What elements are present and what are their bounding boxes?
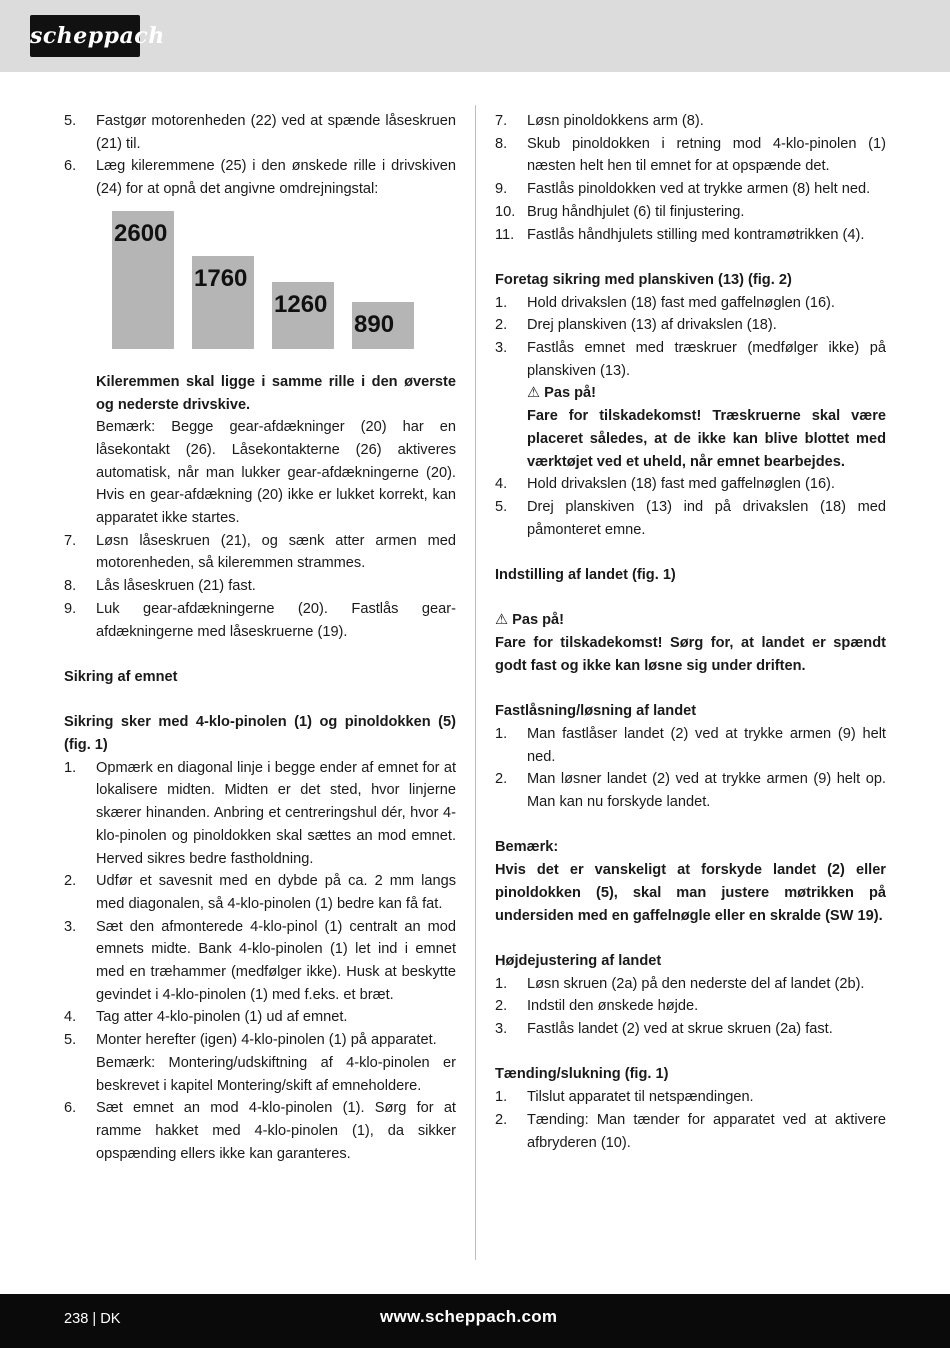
list-item-number: 10. <box>495 203 516 220</box>
chart-bar-label: 1260 <box>274 290 328 318</box>
list-item <box>64 1029 456 1052</box>
scheppach-logo: scheppach <box>30 15 140 57</box>
heading-sikring-pinol: Sikring sker med 4-klo-pinolen (1) og pinoldokken (5) (fig. 1) <box>64 714 456 754</box>
list-item <box>495 110 886 133</box>
list-item-text: Man løsner landet (2) ved at trykke armen (9) helt op. Man kan nu forskyde landet. <box>527 771 886 811</box>
list-item <box>495 473 886 496</box>
belt-note-text: Bemærk: Begge gear-afdækninger (20) har en låsekontakt (26). Låsekontakterne (26) aktiveres automatisk, når man lukker gear-afdækningerne (20). Hvis en gear-afdækning (20) ikke er lukket korrekt, kan apparatet ikke startes. <box>96 419 456 527</box>
item5-note: Bemærk: Montering/udskiftning af 4-klo-pinolen er beskrevet i kapitel Montering/skift af emneholdere. <box>96 1054 456 1094</box>
list-item-text: Sæt emnet an mod 4-klo-pinolen (1). Sørg for at ramme hakket med 4-klo-pinolen (1), da sikker opspænding ellers ikke kan garanteres. <box>96 1100 456 1162</box>
list-item-number: 5. <box>495 498 508 515</box>
list-item <box>495 496 886 541</box>
heading-tanding: Tænding/slukning (fig. 1) <box>495 1066 669 1083</box>
list-item-text: Opmærk en diagonal linje i begge ender af emnet for at lokalisere midten. Midten er det sted, hvor linjerne skærer hinanden. Anbring et centreringshul dér, hvor 4-klo-pinolen og pinoldokken skal sættes an mod emnet. Herved sikres bedre fastholdning. <box>96 759 456 867</box>
list-item-text: Brug håndhjulet (6) til finjustering. <box>527 203 745 220</box>
footer-bar <box>0 1294 950 1348</box>
warning-1-text: Fare for tilskadekomst! Træskruerne skal være placeret således, at de ikke kan blive blottet med værktøjet ved et uheld, når emnet bearbejdes. <box>527 408 886 470</box>
belt-note-bold: Kileremmen skal ligge i samme rille i den øverste og nederste drivskive. <box>96 373 456 413</box>
list-a <box>64 110 456 201</box>
list-item-number: 2. <box>495 771 508 788</box>
list-item-number: 5. <box>64 1032 77 1049</box>
list-item-text: Lås låseskruen (21) fast. <box>96 578 256 595</box>
list-item-number: 11. <box>495 226 515 243</box>
list-item-number: 6. <box>64 158 77 175</box>
list-item <box>495 973 886 996</box>
list-item-number: 6. <box>64 1100 77 1117</box>
header-bar <box>0 0 950 72</box>
warning-icon: ⚠ <box>527 385 541 402</box>
list-rc <box>495 473 886 541</box>
list-item <box>495 224 886 247</box>
list-ra <box>495 110 886 246</box>
list-rf <box>495 1086 886 1154</box>
list-item-number: 1. <box>495 975 508 992</box>
heading-sikring-emnet: Sikring af emnet <box>64 668 178 685</box>
list-item-text: Fastlås landet (2) ved at skrue skruen (2a) fast. <box>527 1021 833 1038</box>
list-item <box>64 598 456 643</box>
list-item-text: Man fastlåser landet (2) ved at trykke armen (9) helt ned. <box>527 725 886 765</box>
list-item-number: 9. <box>495 181 508 198</box>
list-b <box>64 530 456 644</box>
heading-fastlasning: Fastlåsning/løsning af landet <box>495 703 697 720</box>
list-item-text: Hold drivakslen (18) fast med gaffelnøglen (16). <box>527 476 835 493</box>
note-title: Bemærk: <box>495 839 559 856</box>
right-column <box>495 110 886 1154</box>
list-item-number: 9. <box>64 600 77 617</box>
list-item <box>495 314 886 337</box>
list-item-number: 8. <box>495 135 508 152</box>
list-rd <box>495 723 886 814</box>
website-url[interactable]: www.scheppach.com <box>380 1307 558 1326</box>
list-item-text: Løsn skruen (2a) på den nederste del af landet (2b). <box>527 975 865 992</box>
list-item-text: Fastlås håndhjulets stilling med kontramøtrikken (4). <box>527 226 865 243</box>
list-item-number: 1. <box>495 294 508 311</box>
rpm-chart <box>64 201 456 371</box>
list-item-text: Tænding: Man tænder for apparatet ved at aktivere afbryderen (10). <box>527 1111 886 1151</box>
list-item-text: Hold drivakslen (18) fast med gaffelnøglen (16). <box>527 294 835 311</box>
list-item <box>64 155 456 200</box>
list-item-text: Fastgør motorenheden (22) ved at spænde låseskruen (21) til. <box>96 113 456 152</box>
list-item-text: Sæt den afmonterede 4-klo-pinol (1) centralt an mod emnets midte. Bank 4-klo-pinolen (1) let ind i emnet med en træhammer (medfølger ikke). Husk at beskytte gevindet i 4-klo-pinolen (1) med f.eks. et bræt. <box>96 918 456 1003</box>
list-item <box>495 133 886 178</box>
list-c <box>64 757 456 1052</box>
list-item-number: 3. <box>495 340 508 357</box>
list-item-text: Drej planskiven (13) af drivakslen (18). <box>527 317 777 334</box>
list-item-text: Løsn låseskruen (21), og sænk atter armen med motorenheden, så kileremmen strammes. <box>96 532 456 572</box>
heading-hojdejustering: Højdejustering af landet <box>495 952 662 969</box>
list-item <box>495 201 886 224</box>
list-item <box>64 757 456 871</box>
list-item <box>495 292 886 315</box>
warning-1-title <box>495 382 886 405</box>
list-item-text: Fastlås pinoldokken ved at trykke armen (8) helt ned. <box>527 181 871 198</box>
list-item-number: 3. <box>64 918 77 935</box>
list-item <box>495 1018 886 1041</box>
list-item <box>495 1109 886 1154</box>
list-item <box>495 178 886 201</box>
list-item <box>495 768 886 813</box>
list-item-text: Tag atter 4-klo-pinolen (1) ud af emnet. <box>96 1009 348 1026</box>
list-item <box>64 870 456 915</box>
list-item <box>495 995 886 1018</box>
list-item <box>64 575 456 598</box>
list-d <box>64 1097 456 1165</box>
list-item-text: Løsn pinoldokkens arm (8). <box>527 113 704 129</box>
list-item-text: Læg kileremmene (25) i den ønskede rille i drivskiven (24) for at opnå det angivne omdrejningstal: <box>96 158 456 198</box>
list-item <box>495 1086 886 1109</box>
warning-2-text: Fare for tilskadekomst! Sørg for, at landet er spændt godt fast og ikke kan løsne sig under driften. <box>495 635 886 674</box>
list-item <box>495 723 886 768</box>
warning-1-label: Pas på! <box>544 385 597 402</box>
list-item <box>64 1097 456 1165</box>
warning-2-label: Pas på! <box>512 612 565 629</box>
list-item <box>64 530 456 575</box>
page-number: 238 | DK <box>64 1311 121 1327</box>
list-re <box>495 973 886 1041</box>
warning-icon: ⚠ <box>495 612 509 629</box>
heading-landet: Indstilling af landet (fig. 1) <box>495 567 676 584</box>
list-item-number: 1. <box>495 1089 508 1106</box>
left-column <box>64 110 456 1165</box>
list-item-number: 2. <box>495 1111 508 1128</box>
warning-2-title <box>495 609 886 632</box>
list-item <box>64 1006 456 1029</box>
list-item-text: Monter herefter (igen) 4-klo-pinolen (1) på apparatet. <box>96 1032 437 1049</box>
heading-planskive: Foretag sikring med planskiven (13) (fig. 2) <box>495 271 792 288</box>
list-item-text: Fastlås emnet med træskruer (medfølger ikke) på planskiven (13). <box>527 340 886 379</box>
list-item-text: Udfør et savesnit med en dybde på ca. 2 mm langs med diagonalen, så 4-klo-pinolen (1) bedre kan få fat. <box>96 873 456 912</box>
list-item-number: 5. <box>64 113 77 129</box>
chart-bar-label: 1760 <box>194 264 248 292</box>
list-item-number: 2. <box>495 998 508 1015</box>
list-item-number: 4. <box>495 476 508 493</box>
list-item-number: 7. <box>495 113 508 129</box>
list-rb <box>495 292 886 383</box>
chart-bar-label: 890 <box>354 310 395 338</box>
list-item <box>64 110 456 155</box>
list-item-text: Drej planskiven (13) ind på drivakslen (18) med påmonteret emne. <box>527 498 886 538</box>
list-item <box>495 337 886 382</box>
list-item <box>64 916 456 1007</box>
list-item-number: 2. <box>495 317 508 334</box>
list-item-number: 1. <box>64 759 77 776</box>
list-item-text: Indstil den ønskede højde. <box>527 998 699 1015</box>
list-item-number: 1. <box>495 725 508 742</box>
list-item-text: Tilslut apparatet til netspændingen. <box>527 1089 754 1106</box>
list-item-number: 2. <box>64 873 77 890</box>
list-item-text: Luk gear-afdækningerne (20). Fastlås gear-afdækningerne med låseskruerne (19). <box>96 600 456 640</box>
list-item-number: 3. <box>495 1021 508 1038</box>
list-item-text: Skub pinoldokken i retning mod 4-klo-pinolen (1) næsten helt hen til emnet for at opspænde det. <box>527 135 886 175</box>
list-item-number: 8. <box>64 578 77 595</box>
chart-bar-label: 2600 <box>114 219 168 247</box>
note-text: Hvis det er vanskeligt at forskyde landet (2) eller pinoldokken (5), skal man justere møtrikken på undersiden med en gaffelnøgle eller en skralde (SW 19). <box>495 862 886 924</box>
column-divider <box>475 105 476 1260</box>
list-item-number: 7. <box>64 532 77 549</box>
list-item-number: 4. <box>64 1009 77 1026</box>
